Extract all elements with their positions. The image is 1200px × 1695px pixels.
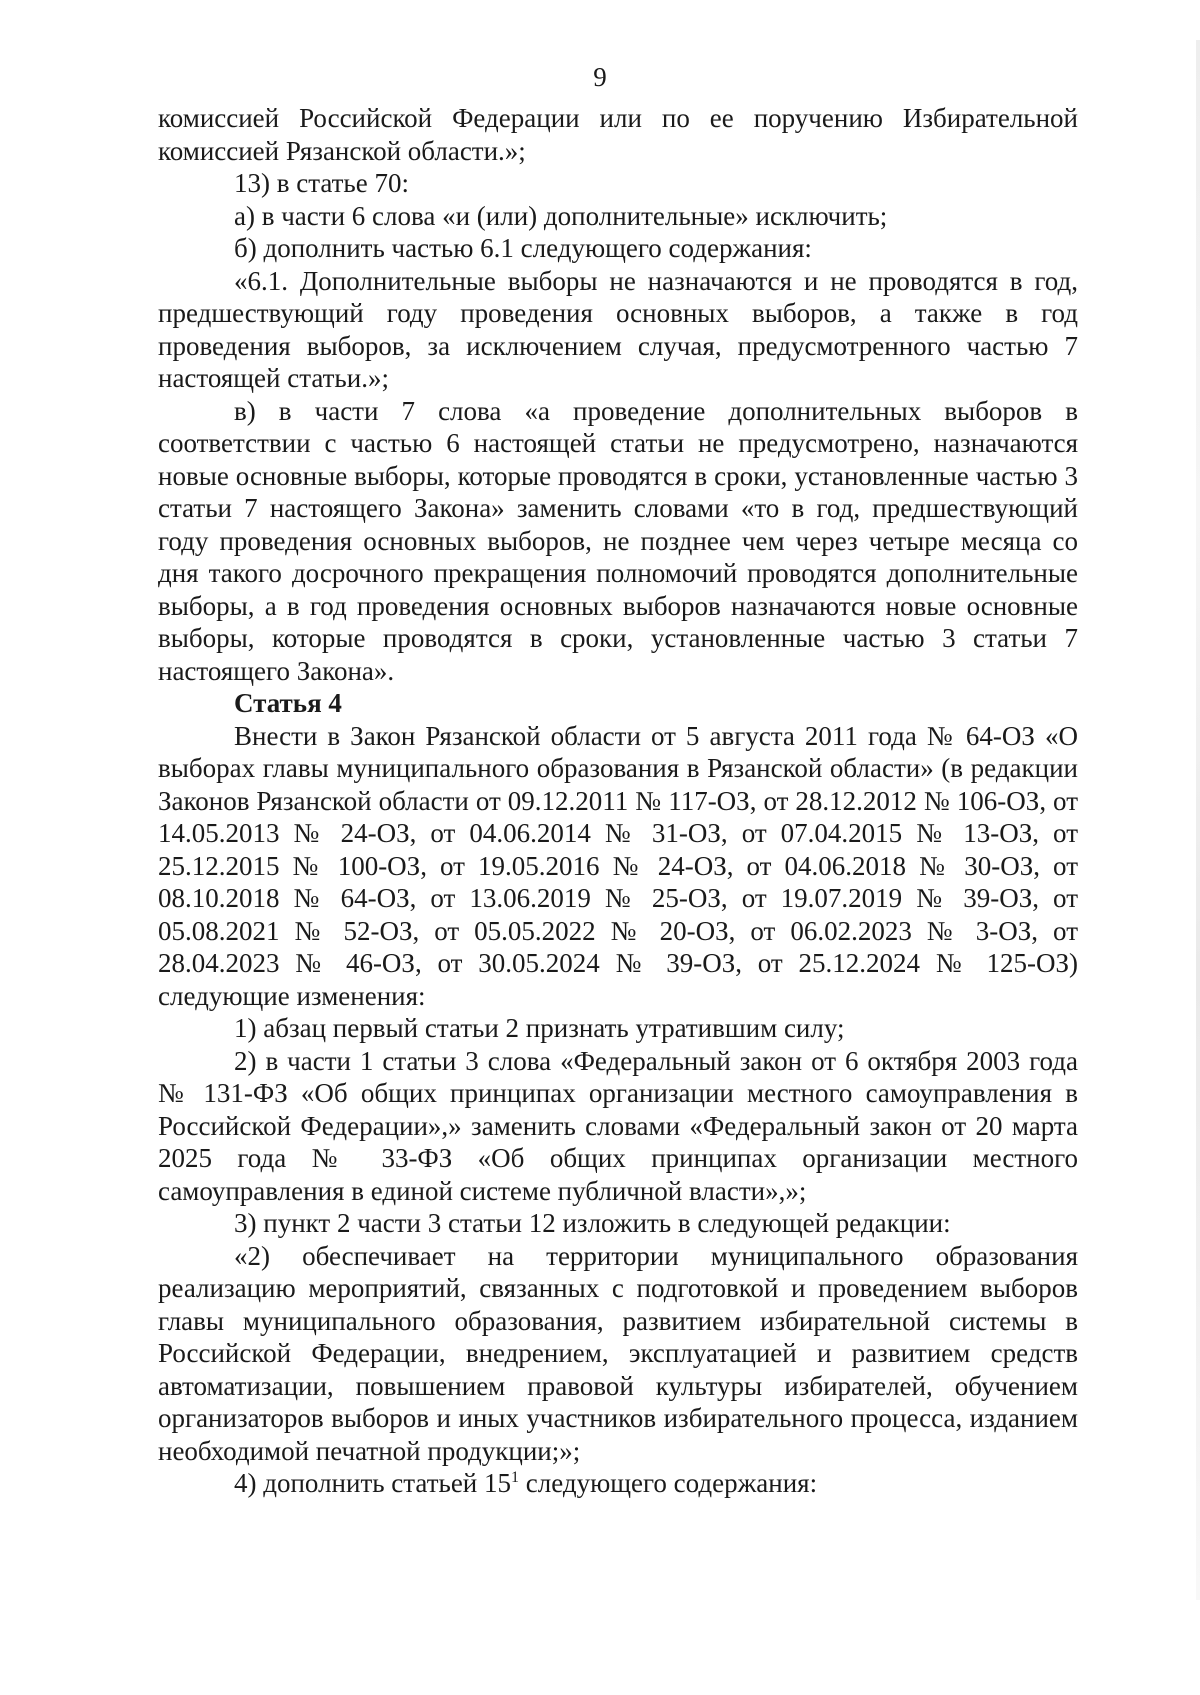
article-item-4-tail: следующего содержания: xyxy=(519,1468,818,1498)
paragraph-subitem-b: б) дополнить частью 6.1 следующего содержания: xyxy=(234,233,812,263)
article-item-3-quote: «2) обеспечивает на территории муниципального образования реализацию мероприятий, связанных с подготовкой и проведением выборов главы муниципального образования, развитием избирательной системы в Российской Федерации, внедрением, эксплуатацией и развитием средств автоматизации, повышением правовой культуры избирателей, обучением организаторов выборов и иных участников избирательного процесса, изданием необходимой печатной продукции;»; xyxy=(158,1240,1078,1466)
scan-edge-mark xyxy=(1196,40,1200,1600)
article-intro: Внести в Закон Рязанской области от 5 августа 2011 года № 64-ОЗ «О выборах главы муниципального образования в Рязанской области» (в редакции Законов Рязанской области от 09.12.2011 № 117-ОЗ, от 28.12.2012 № 106-ОЗ, от 14.05.2013 № 24-ОЗ, от 04.06.2014 № 31-ОЗ, от 07.04.2015 № 13-ОЗ, от 25.12.2015 № 100-ОЗ, от 19.05.2016 № 24-ОЗ, от 04.06.2018 № 30-ОЗ, от 08.10.2018 № 64-ОЗ, от 13.06.2019 № 25-ОЗ, от 19.07.2019 № 39-ОЗ, от 05.08.2021 № 52-ОЗ, от 05.05.2022 № 20-ОЗ, от 06.02.2023 № 3-ОЗ, от 28.04.2023 № 46-ОЗ, от 30.05.2024 № 39-ОЗ, от 25.12.2024 № 125-ОЗ) следующие изменения: xyxy=(158,720,1078,1011)
article-item-2: 2) в части 1 статьи 3 слова «Федеральный закон от 6 октября 2003 года № 131-ФЗ «Об общих принципах организации местного самоуправления в Российской Федерации»,» заменить словами «Федеральный закон от 20 марта 2025 года № 33-ФЗ «Об общих принципах организации местного самоуправления в единой системе публичной власти»,»; xyxy=(158,1045,1078,1206)
article-item-4 xyxy=(158,1467,1078,1500)
article-item-4-superscript: 1 xyxy=(511,1469,520,1486)
paragraph-subitem-a: а) в части 6 слова «и (или) дополнительные» исключить; xyxy=(234,200,888,231)
article-item-1: 1) абзац первый статьи 2 признать утратившим силу; xyxy=(234,1013,845,1043)
article-item-4-text: 4) дополнить статьей 15 xyxy=(234,1468,512,1498)
paragraph-continuation: комиссией Российской Федерации или по ее поручению Избирательной комиссией Рязанской области.»; xyxy=(158,103,1078,166)
page-number: 9 xyxy=(593,62,607,92)
paragraph-item-13: 13) в статье 70: xyxy=(234,168,409,198)
article-item-3: 3) пункт 2 части 3 статьи 12 изложить в следующей редакции: xyxy=(234,1208,951,1238)
document-body xyxy=(158,102,1078,1500)
paragraph-quote-6-1: «6.1. Дополнительные выборы не назначаются и не проводятся в год, предшествующий году проведения основных выборов, а также в год проведения выборов, за исключением случая, предусмотренного частью 7 настоящей статьи.»; xyxy=(158,265,1078,393)
article-heading: Статья 4 xyxy=(234,688,342,718)
paragraph-subitem-v: в) в части 7 слова «а проведение дополнительных выборов в соответствии с частью 6 настоящей статьи не предусмотрено, назначаются новые основные выборы, которые проводятся в сроки, установленные частью 3 статьи 7 настоящего Закона» заменить словами «то в год, предшествующий году проведения основных выборов, не позднее чем через четыре месяца со дня такого досрочного прекращения полномочий проводятся дополнительные выборы, а в год проведения основных выборов назначаются новые основные выборы, которые проводятся в сроки, установленные частью 3 статьи 7 настоящего Закона». xyxy=(158,395,1078,686)
